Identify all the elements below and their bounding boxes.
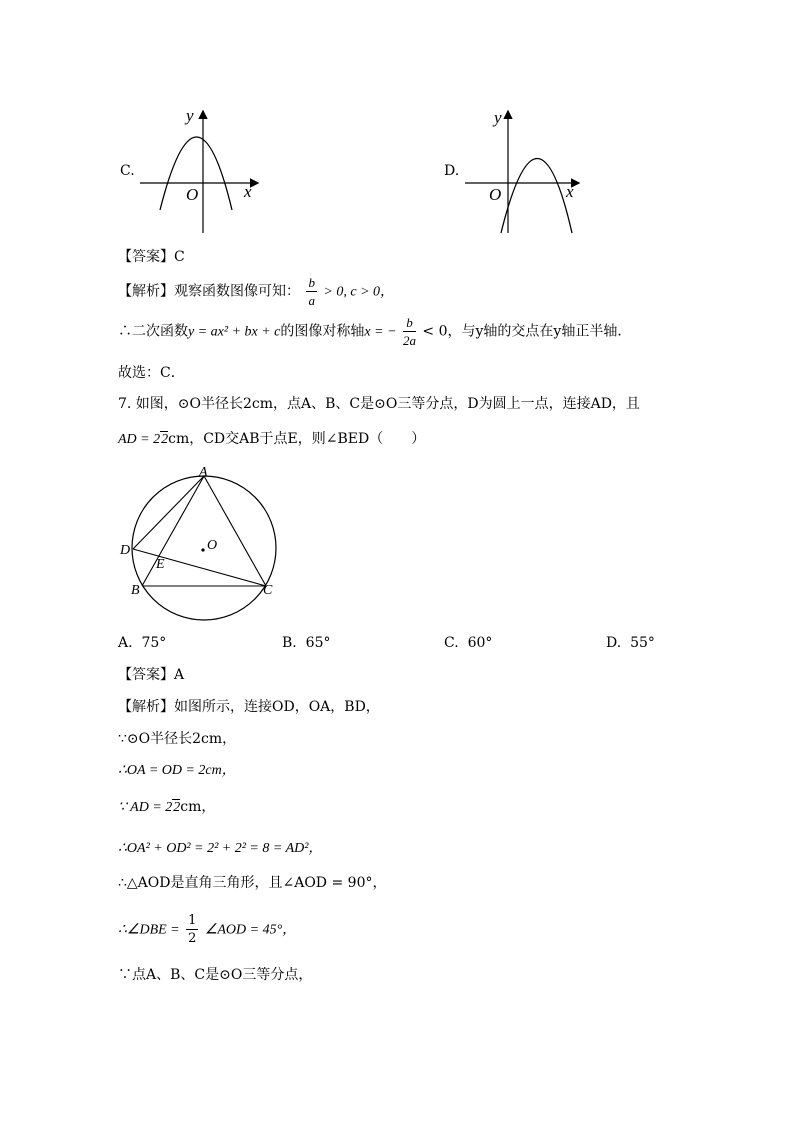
q7-analysis-8: ∵点A、B、C是⊙O三等分点，: [118, 967, 313, 983]
q7-answer: 【答案】A: [118, 667, 185, 683]
option-c-label: C.: [120, 163, 135, 179]
graph-d-x-label: x: [566, 182, 574, 201]
q7-analysis-6: ∴△AOD是直角三角形，且∠AOD = 90°，: [118, 875, 387, 891]
q7-analysis-1: 【解析】如图所示，连接OD，OA，BD，: [118, 699, 380, 715]
q6-answer: 【答案】C: [118, 249, 185, 265]
q6-analysis-line2: ∴二次函数y = ax² + bx + c的图像对称轴x = − $\frac{b}{2a}$ < 0，与y轴的交点在y轴正半轴．: [118, 315, 632, 348]
q7-stem-line2: AD = 22cm，CD交AB于点E，则∠BED（ ）: [118, 431, 426, 447]
fig-label-a: A: [199, 465, 208, 480]
q7-analysis-2: ∵⊙O半径长2cm，: [118, 731, 237, 747]
graph-d: [460, 108, 600, 238]
q7-stem-line1: 7. 如图，⊙O半径长2cm，点A、B、C是⊙O三等分点，D为圆上一点，连接AD，且: [118, 396, 640, 412]
fig-label-d: D: [120, 543, 131, 558]
q7-analysis-7: ∴∠DBE = $\frac{1}{2}$ ∠AOD = 45°，: [118, 913, 297, 946]
fraction-b-over-2a: $\frac{b}{2a}$: [402, 315, 416, 348]
option-c: C. 60°: [444, 635, 493, 651]
option-d: D. 55°: [606, 635, 655, 651]
graph-d-y-label: y: [494, 108, 502, 127]
option-a: A. 75°: [118, 635, 167, 651]
graph-c: [135, 108, 275, 238]
graph-d-origin-label: O: [489, 185, 502, 204]
option-b: B. 65°: [282, 635, 331, 651]
graph-c-origin-label: O: [186, 185, 199, 204]
q7-analysis-3: ∴OA = OD = 2cm，: [118, 763, 236, 778]
option-d-label: D.: [444, 163, 460, 179]
graph-c-x-label: x: [244, 182, 252, 201]
fig-label-c: C: [263, 583, 273, 598]
fig-label-e: E: [156, 557, 165, 572]
q7-analysis-5: ∴OA² + OD² = 2² + 2² = 8 = AD²，: [118, 841, 323, 856]
fraction-b-over-a: $\frac{b}{a}$: [308, 275, 315, 308]
fraction-one-half: $\frac{1}{2}$: [188, 913, 197, 946]
fig-label-b: B: [131, 583, 140, 598]
q6-choose: 故选：C．: [118, 365, 185, 381]
fig-label-o: O: [207, 538, 218, 553]
q6-analysis-line1: 【解析】观察函数图像可知： $\frac{b}{a}$ > 0, c > 0，: [118, 275, 395, 308]
graph-c-y-label: y: [186, 106, 194, 125]
q7-analysis-4: ∵ AD = 22cm，: [118, 799, 216, 815]
